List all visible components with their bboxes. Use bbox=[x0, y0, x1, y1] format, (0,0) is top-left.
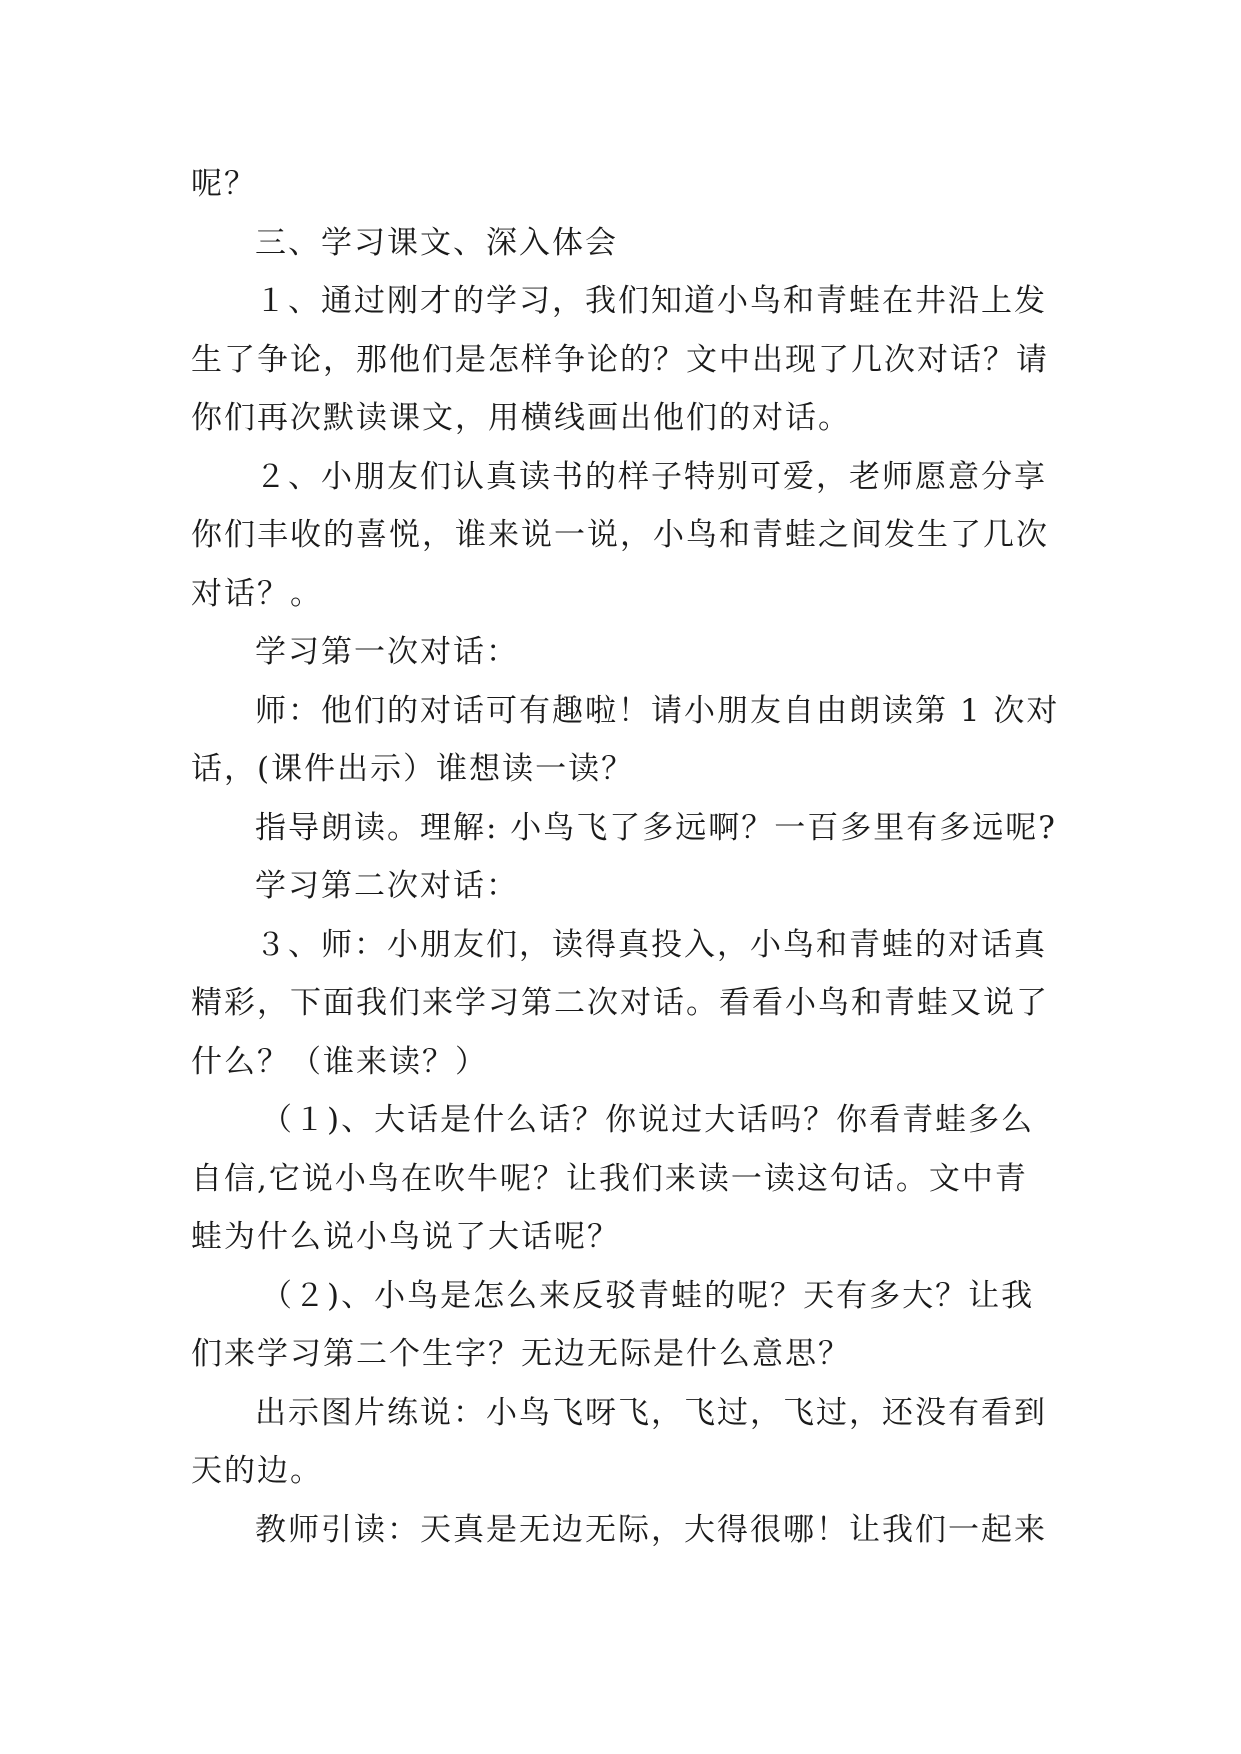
text-line: 指导朗读。理解: 小鸟飞了多远啊？一百多里有多远呢? bbox=[255, 809, 1057, 846]
text-line: 精彩，下面我们来学习第二次对话。看看小鸟和青蛙又说了 bbox=[191, 985, 1049, 1021]
text-line: 天的边。 bbox=[191, 1453, 323, 1489]
text-line: 教师引读：天真是无边无际，大得很哪！让我们一起来 bbox=[255, 1511, 1047, 1548]
text-line: （１)、大话是什么话？你说过大话吗？你看青蛙多么 bbox=[261, 1102, 1035, 1138]
text-line: ２、小朋友们认真读书的样子特别可爱，老师愿意分享 bbox=[255, 458, 1047, 495]
text-line: 你们丰收的喜悦，谁来说一说，小鸟和青蛙之间发生了几次 bbox=[191, 517, 1049, 553]
text-line: 呢？ bbox=[191, 166, 257, 202]
text-line: 出示图片练说：小鸟飞呀飞，飞过，飞过，还没有看到 bbox=[255, 1394, 1047, 1431]
subheading: 学习第一次对话： bbox=[255, 634, 519, 670]
document-body bbox=[191, 155, 1060, 1559]
text-line: 对话？。 bbox=[191, 575, 323, 612]
text-line: 们来学习第二个生字？无边无际是什么意思？ bbox=[191, 1336, 851, 1372]
text-line: 什么？（谁来读？） bbox=[191, 1043, 488, 1080]
text-line: ３、师：小朋友们，读得真投入，小鸟和青蛙的对话真 bbox=[255, 926, 1047, 963]
section-heading: 三、学习课文、深入体会 bbox=[255, 224, 618, 261]
text-line: （２)、小鸟是怎么来反驳青蛙的呢？天有多大？让我 bbox=[261, 1277, 1035, 1314]
text-line: 你们再次默读课文，用横线画出他们的对话。 bbox=[191, 400, 851, 436]
subheading: 学习第二次对话： bbox=[255, 868, 519, 904]
text-line: 蛙为什么说小鸟说了大话呢？ bbox=[191, 1219, 620, 1255]
text-line: 话，(课件出示）谁想读一读？ bbox=[191, 751, 635, 787]
text-line: 生了争论，那他们是怎样争论的？文中出现了几次对话？请 bbox=[191, 341, 1049, 378]
text-line: 师：他们的对话可有趣啦！请小朋友自由朗读第 1 次对 bbox=[255, 692, 1060, 729]
text-line: 自信,它说小鸟在吹牛呢？让我们来读一读这句话。文中青 bbox=[191, 1160, 1028, 1197]
text-line: １、通过刚才的学习，我们知道小鸟和青蛙在井沿上发 bbox=[255, 283, 1047, 319]
